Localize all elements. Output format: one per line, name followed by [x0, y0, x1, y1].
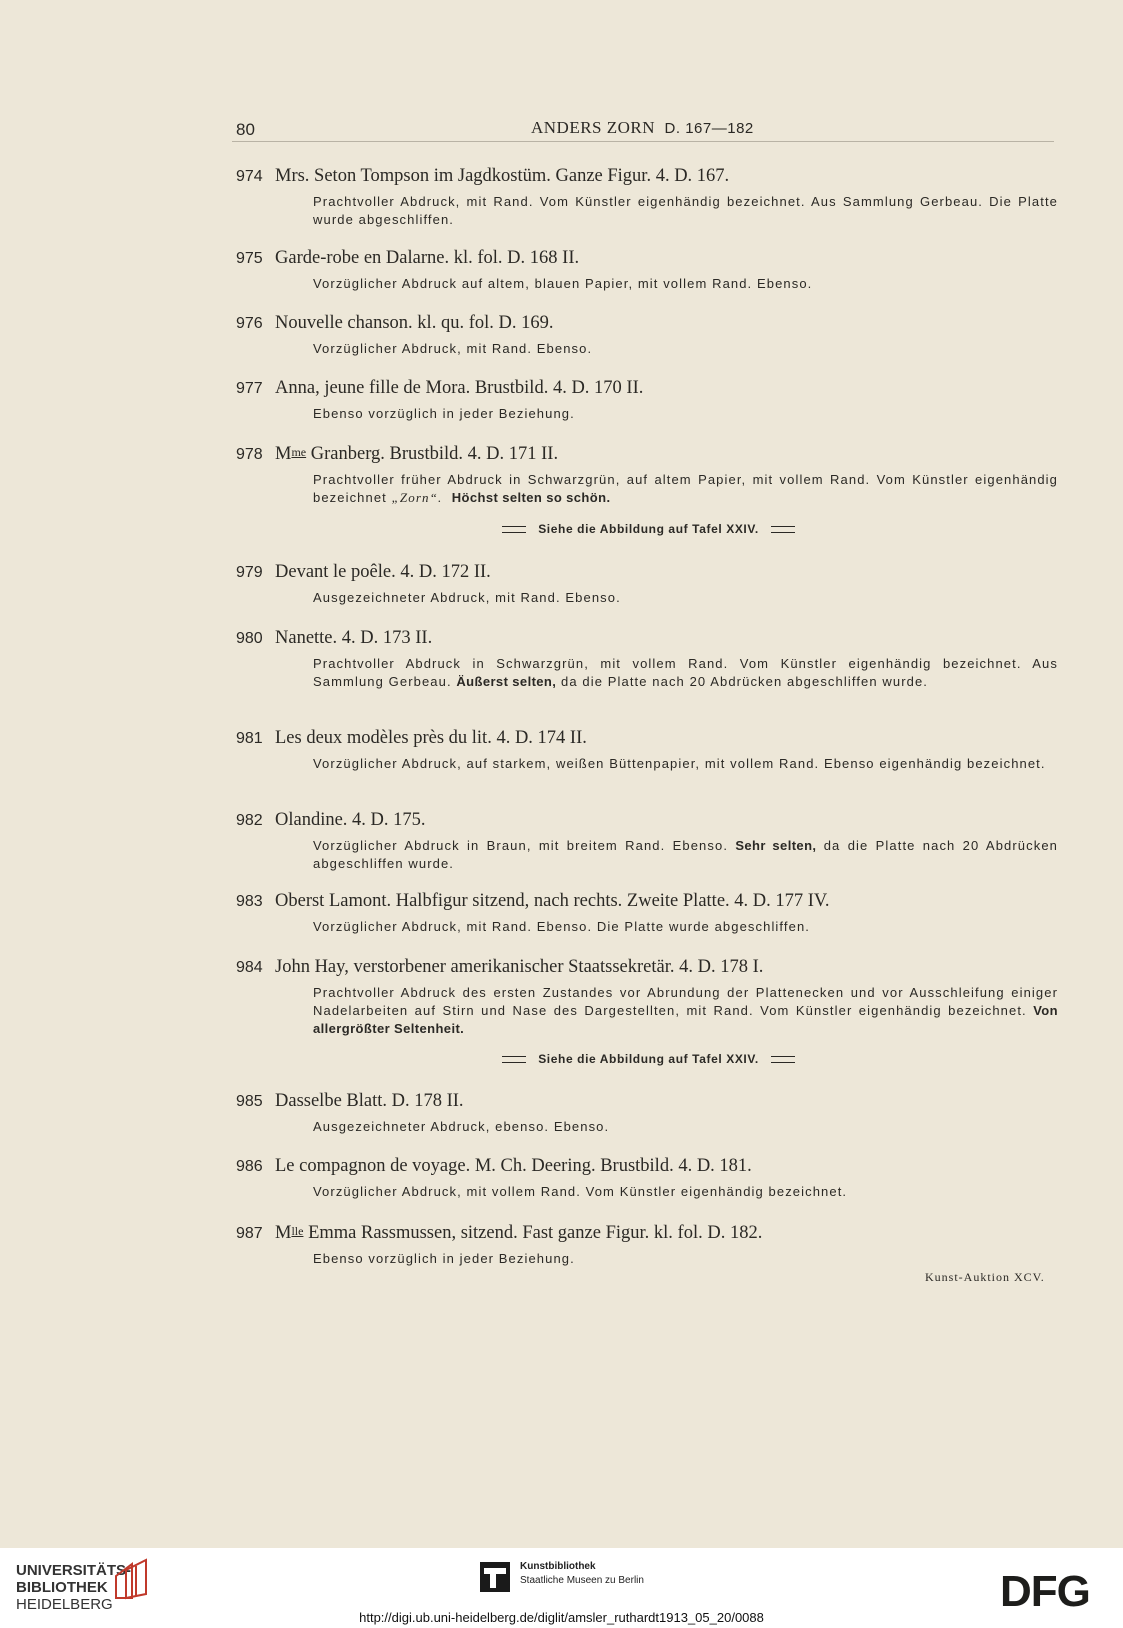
entry-number: 984 — [236, 959, 263, 976]
description-text: Vorzüglicher Abdruck in Braun, mit breitem Rand. Ebenso. — [313, 838, 736, 853]
plate-reference-text: Siehe die Abbildung auf Tafel XXIV. — [538, 522, 759, 536]
entry-description: Ausgezeichneter Abdruck, ebenso. Ebenso. — [313, 1119, 610, 1134]
plate-reference-text: Siehe die Abbildung auf Tafel XXIV. — [538, 1052, 759, 1066]
permalink-url[interactable]: http://digi.ub.uni-heidelberg.de/diglit/amsler_ruthardt1913_05_20/0088 — [359, 1610, 764, 1625]
entry-title: Anna, jeune fille de Mora. Brustbild. 4. D. 170 II. — [275, 378, 644, 398]
double-dash-left — [502, 1056, 526, 1063]
catalogue-mark: Kunst-Auktion XCV. — [925, 1270, 1045, 1284]
rarity-note: Von allergrößter Seltenheit. — [313, 1003, 1058, 1036]
entry-title: Olandine. 4. D. 175. — [275, 810, 426, 830]
entry-title: John Hay, verstorbener amerikanischer Staatssekretär. 4. D. 178 I. — [275, 957, 764, 977]
entry-description: Ausgezeichneter Abdruck, mit Rand. Ebenso. — [313, 590, 621, 605]
entry-description: Vorzüglicher Abdruck, mit Rand. Ebenso. Die Platte wurde abgeschliffen. — [313, 919, 810, 934]
entry-description: Vorzüglicher Abdruck, auf starkem, weißen Büttenpapier, mit vollem Rand. Ebenso eigenhändig bezeichnet. — [313, 756, 1046, 771]
description-tail: da die Platte nach 20 Abdrücken abgeschliffen wurde. — [313, 838, 1058, 871]
entry-description: Ebenso vorzüglich in jeder Beziehung. — [313, 406, 575, 421]
ub-line-1: UNIVERSITÄTS- — [16, 1562, 132, 1579]
entry-number: 974 — [236, 168, 263, 185]
entry-number: 986 — [236, 1158, 263, 1175]
signature-text: „Zorn“. — [391, 490, 443, 505]
entry-number: 977 — [236, 380, 263, 397]
entry-number: 980 — [236, 630, 263, 647]
kunstbibliothek-logo-icon[interactable] — [480, 1562, 510, 1592]
entry-title — [275, 444, 558, 465]
entry-description — [313, 837, 1058, 873]
header-rule — [232, 141, 1054, 142]
entry-description — [313, 471, 1058, 507]
entry-title: Dasselbe Blatt. D. 178 II. — [275, 1091, 464, 1111]
entry-description: Vorzüglicher Abdruck, mit Rand. Ebenso. — [313, 341, 593, 356]
title-superscript: lle — [291, 1224, 304, 1238]
running-head — [531, 118, 754, 138]
entry-description — [313, 655, 1058, 691]
rarity-note: Äußerst selten, — [456, 674, 557, 689]
description-text: Prachtvoller Abdruck in Schwarzgrün, mit vollem Rand. Vom Künstler eigenhändig bezeichnet. Aus Sammlung Gerbeau. — [313, 656, 1058, 689]
dfg-logo[interactable]: DFG — [1000, 1567, 1090, 1616]
entry-description: Vorzüglicher Abdruck, mit vollem Rand. Vom Künstler eigenhändig bezeichnet. — [313, 1184, 848, 1199]
entry-title: Les deux modèles près du lit. 4. D. 174 II. — [275, 728, 587, 748]
double-dash-left — [502, 526, 526, 533]
entry-description: Prachtvoller Abdruck, mit Rand. Vom Künstler eigenhändig bezeichnet. Aus Sammlung Gerbeau. Die Platte wurde abgeschliffen. — [313, 194, 1058, 227]
running-head-name: ANDERS ZORN — [531, 118, 656, 137]
description-text: Prachtvoller früher Abdruck in Schwarzgrün, auf altem Papier, mit vollem Rand. Vom Künstler eigenhändig bezeichnet — [313, 472, 1058, 505]
double-dash-right — [771, 526, 795, 533]
page-number: 80 — [236, 120, 255, 139]
entry-title: Oberst Lamont. Halbfigur sitzend, nach rechts. Zweite Platte. 4. D. 177 IV. — [275, 891, 830, 911]
entry-title: Nouvelle chanson. kl. qu. fol. D. 169. — [275, 313, 554, 333]
ub-line-2: BIBLIOTHEK — [16, 1579, 108, 1596]
double-dash-right — [771, 1056, 795, 1063]
entry-number: 979 — [236, 564, 263, 581]
entry-title: Garde-robe en Dalarne. kl. fol. D. 168 II. — [275, 248, 580, 268]
title-superscript: me — [291, 445, 307, 459]
entry-number: 982 — [236, 812, 263, 829]
entry-number: 975 — [236, 250, 263, 267]
entry-number: 985 — [236, 1093, 263, 1110]
entry-number: 981 — [236, 730, 263, 747]
entry-number: 983 — [236, 893, 263, 910]
entry-title: Le compagnon de voyage. M. Ch. Deering. Brustbild. 4. D. 181. — [275, 1156, 752, 1176]
entry-description: Vorzüglicher Abdruck auf altem, blauen Papier, mit vollem Rand. Ebenso. — [313, 276, 813, 291]
rarity-note: Sehr selten, — [735, 838, 817, 853]
kb-line-1: Kunstbibliothek — [520, 1561, 596, 1572]
description-text: Prachtvoller Abdruck des ersten Zustandes vor Abrundung der Plattenecken und vor Ausschleifung einiger Nadelarbeiten auf Stirn und Nase des Dargestellten, mit Rand. Vom Künstler eigenhändig bezeichnet. — [313, 985, 1058, 1018]
entry-title: Nanette. 4. D. 173 II. — [275, 628, 433, 648]
rarity-note: Höchst selten so schön. — [451, 490, 611, 505]
title-text: Granberg. Brustbild. 4. D. 171 II. — [306, 444, 559, 464]
entry-number: 987 — [236, 1225, 263, 1242]
kb-line-2: Staatliche Museen zu Berlin — [520, 1575, 644, 1586]
plate-reference — [236, 1052, 1061, 1066]
entry-title: Mrs. Seton Tompson im Jagdkostüm. Ganze Figur. 4. D. 167. — [275, 166, 730, 186]
title-prefix: M — [275, 1223, 292, 1243]
ub-heidelberg-logo-icon[interactable] — [112, 1558, 154, 1602]
entry-number: 976 — [236, 315, 263, 332]
entry-description — [313, 984, 1058, 1038]
entry-title — [275, 1223, 762, 1244]
entry-number: 978 — [236, 446, 263, 463]
viewer-footer — [0, 1548, 1123, 1628]
entry-title: Devant le poêle. 4. D. 172 II. — [275, 562, 491, 582]
kunstbibliothek-label[interactable] — [520, 1560, 644, 1588]
title-prefix: M — [275, 444, 292, 464]
description-tail: da die Platte nach 20 Abdrücken abgeschliffen wurde. — [556, 674, 929, 689]
running-head-range: D. 167—182 — [664, 120, 754, 137]
entry-description: Ebenso vorzüglich in jeder Beziehung. — [313, 1251, 575, 1266]
title-text: Emma Rassmussen, sitzend. Fast ganze Figur. kl. fol. D. 182. — [303, 1223, 763, 1243]
plate-reference — [236, 522, 1061, 536]
ub-line-3: HEIDELBERG — [16, 1596, 113, 1613]
